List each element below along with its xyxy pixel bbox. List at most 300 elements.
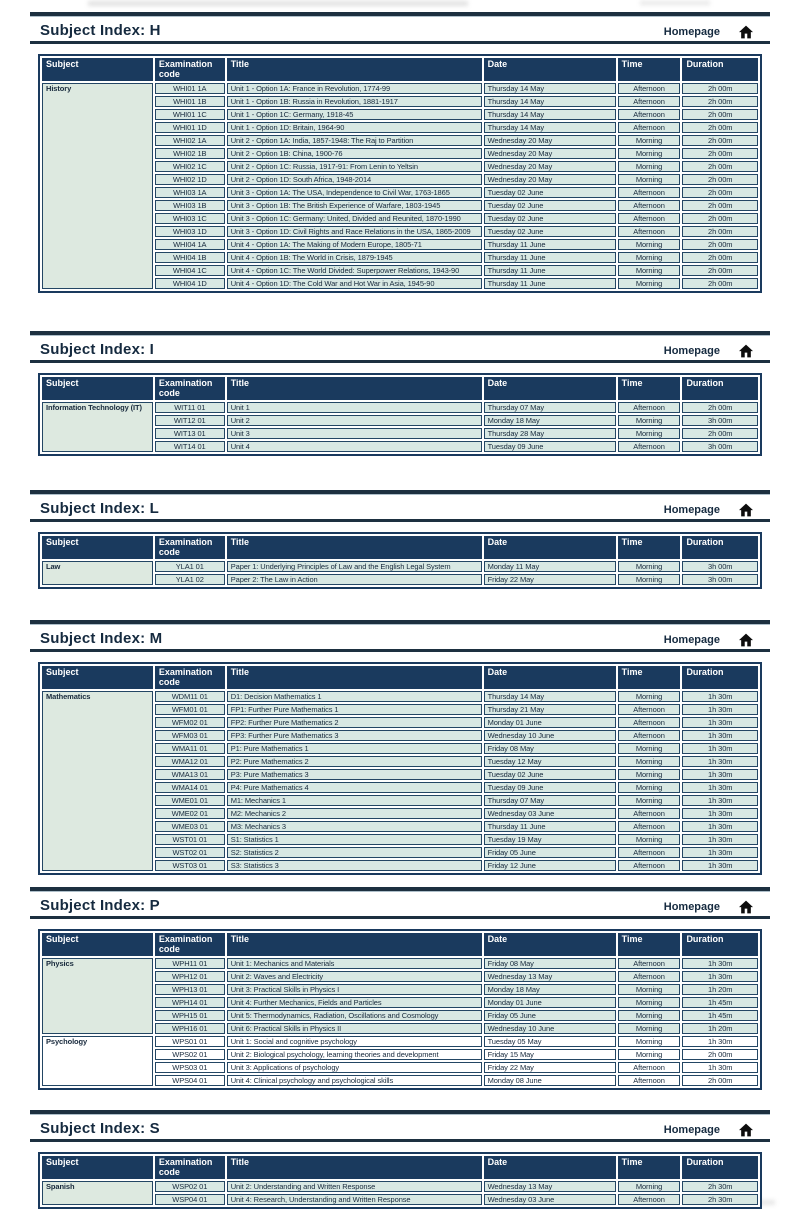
time-cell: Afternoon <box>618 402 681 413</box>
time-cell: Afternoon <box>618 808 681 819</box>
title-cell: S3: Statistics 3 <box>227 860 482 871</box>
exam-code-cell: WHI01 1D <box>155 122 225 133</box>
title-cell: Unit 4: Further Mechanics, Fields and Particles <box>227 997 482 1008</box>
homepage-link[interactable]: Homepage <box>663 901 720 913</box>
title-cell: M3: Mechanics 3 <box>227 821 482 832</box>
time-cell: Afternoon <box>618 109 681 120</box>
exam-code-cell: WSP02 01 <box>155 1181 225 1192</box>
date-cell: Thursday 11 June <box>484 821 616 832</box>
duration-cell: 2h 00m <box>682 135 758 146</box>
duration-cell: 2h 30m <box>682 1194 758 1205</box>
column-header-duration: Duration <box>686 1157 724 1167</box>
subject-cell: Physics <box>42 958 153 1034</box>
home-icon[interactable] <box>738 503 754 517</box>
time-cell: Morning <box>618 148 681 159</box>
exam-code-cell: WHI01 1C <box>155 109 225 120</box>
title-cell: FP3: Further Pure Mathematics 3 <box>227 730 482 741</box>
title-cell: Unit 1 - Option 1D: Britain, 1964-90 <box>227 122 482 133</box>
exam-code-cell: WIT12 01 <box>155 415 225 426</box>
section-title-row <box>30 892 770 916</box>
time-cell: Afternoon <box>618 1062 681 1073</box>
exam-code-cell: WFM01 01 <box>155 704 225 715</box>
title-cell: FP1: Further Pure Mathematics 1 <box>227 704 482 715</box>
duration-cell: 2h 00m <box>682 226 758 237</box>
homepage-link[interactable]: Homepage <box>663 634 720 646</box>
subject-index-section <box>30 1110 770 1209</box>
column-header-title: Title <box>230 378 250 388</box>
exam-code-cell: WST03 01 <box>155 860 225 871</box>
column-header-title: Title <box>230 59 250 69</box>
title-cell: Unit 4 - Option 1A: The Making of Modern Europe, 1805-71 <box>227 239 482 250</box>
exam-code-cell: WHI01 1B <box>155 96 225 107</box>
date-cell: Thursday 21 May <box>484 704 616 715</box>
time-cell: Morning <box>618 997 681 1008</box>
time-cell: Afternoon <box>618 821 681 832</box>
date-cell: Tuesday 02 June <box>484 187 616 198</box>
title-cell: Unit 4 - Option 1B: The World in Crisis, 1879-1945 <box>227 252 482 263</box>
subject-cell: Spanish <box>42 1181 153 1205</box>
date-cell: Friday 05 June <box>484 847 616 858</box>
time-cell: Morning <box>618 1023 681 1034</box>
exam-code-cell: WPS02 01 <box>155 1049 225 1060</box>
page-title: Subject Index: M <box>40 630 163 647</box>
date-cell: Friday 12 June <box>484 860 616 871</box>
title-cell: S1: Statistics 1 <box>227 834 482 845</box>
time-cell: Morning <box>618 239 681 250</box>
exam-timetable <box>38 54 762 293</box>
time-cell: Morning <box>618 691 681 702</box>
date-cell: Wednesday 03 June <box>484 808 616 819</box>
date-cell: Friday 22 May <box>484 574 616 585</box>
home-icon[interactable] <box>738 344 754 358</box>
time-cell: Morning <box>618 1181 681 1192</box>
duration-cell: 1h 30m <box>682 808 758 819</box>
exam-code-cell: WHI02 1C <box>155 161 225 172</box>
column-header-subject: Subject <box>46 1157 79 1167</box>
date-cell: Monday 18 May <box>484 984 616 995</box>
time-cell: Afternoon <box>618 213 681 224</box>
date-cell: Monday 01 June <box>484 717 616 728</box>
time-cell: Morning <box>618 795 681 806</box>
column-header-duration: Duration <box>686 378 724 388</box>
time-cell: Morning <box>618 756 681 767</box>
duration-cell: 1h 30m <box>682 717 758 728</box>
subject-index-section <box>30 887 770 1090</box>
date-cell: Friday 08 May <box>484 958 616 969</box>
date-cell: Wednesday 13 May <box>484 1181 616 1192</box>
exam-code-cell: WME03 01 <box>155 821 225 832</box>
column-header-subject: Subject <box>46 378 79 388</box>
homepage-nav <box>664 503 764 517</box>
time-cell: Morning <box>618 561 681 572</box>
title-cell: Unit 2 - Option 1C: Russia, 1917-91: From Lenin to Yeltsin <box>227 161 482 172</box>
time-cell: Afternoon <box>618 441 681 452</box>
table-header <box>42 666 758 689</box>
date-cell: Tuesday 02 June <box>484 226 616 237</box>
table-row <box>42 958 758 969</box>
title-cell: Unit 3 - Option 1C: Germany: United, Divided and Reunited, 1870-1990 <box>227 213 482 224</box>
table-header <box>42 536 758 559</box>
date-cell: Thursday 11 June <box>484 252 616 263</box>
exam-code-cell: WSP04 01 <box>155 1194 225 1205</box>
duration-cell: 3h 00m <box>682 415 758 426</box>
date-cell: Wednesday 20 May <box>484 148 616 159</box>
time-cell: Morning <box>618 834 681 845</box>
exam-code-cell: YLA1 01 <box>155 561 225 572</box>
column-header-date: Date <box>487 934 508 944</box>
subject-cell: Law <box>42 561 153 585</box>
table-header <box>42 377 758 400</box>
duration-cell: 1h 30m <box>682 704 758 715</box>
exam-code-cell: WPH16 01 <box>155 1023 225 1034</box>
section-title-rule <box>30 41 770 44</box>
exam-code-cell: WPS03 01 <box>155 1062 225 1073</box>
exam-code-cell: WMA11 01 <box>155 743 225 754</box>
exam-timetable <box>38 662 762 875</box>
date-cell: Thursday 11 June <box>484 239 616 250</box>
time-cell: Afternoon <box>618 96 681 107</box>
duration-cell: 2h 00m <box>682 200 758 211</box>
duration-cell: 2h 00m <box>682 161 758 172</box>
page-title: Subject Index: P <box>40 897 160 914</box>
date-cell: Wednesday 20 May <box>484 161 616 172</box>
duration-cell: 1h 30m <box>682 691 758 702</box>
exam-code-cell: WMA12 01 <box>155 756 225 767</box>
exam-timetable <box>38 929 762 1090</box>
exam-code-cell: WHI03 1B <box>155 200 225 211</box>
title-cell: D1: Decision Mathematics 1 <box>227 691 482 702</box>
page-title: Subject Index: H <box>40 22 161 39</box>
column-header-examination-code: Examination code <box>158 378 213 398</box>
date-cell: Thursday 28 May <box>484 428 616 439</box>
date-cell: Monday 01 June <box>484 997 616 1008</box>
time-cell: Morning <box>618 743 681 754</box>
section-title-row <box>30 336 770 360</box>
date-cell: Friday 08 May <box>484 743 616 754</box>
column-header-date: Date <box>487 537 508 547</box>
title-cell: Unit 2 - Option 1B: China, 1900-76 <box>227 148 482 159</box>
duration-cell: 1h 45m <box>682 997 758 1008</box>
date-cell: Wednesday 13 May <box>484 971 616 982</box>
duration-cell: 1h 30m <box>682 847 758 858</box>
title-cell: Unit 3: Practical Skills in Physics I <box>227 984 482 995</box>
duration-cell: 3h 00m <box>682 561 758 572</box>
table-header <box>42 58 758 81</box>
exam-code-cell: WHI02 1A <box>155 135 225 146</box>
table-row <box>42 1036 758 1047</box>
duration-cell: 2h 00m <box>682 402 758 413</box>
title-cell: Unit 1 - Option 1C: Germany, 1918-45 <box>227 109 482 120</box>
title-cell: Unit 4 - Option 1C: The World Divided: Superpower Relations, 1943-90 <box>227 265 482 276</box>
duration-cell: 2h 00m <box>682 96 758 107</box>
table-row <box>42 691 758 702</box>
column-header-examination-code: Examination code <box>158 1157 213 1177</box>
column-header-time: Time <box>621 59 643 69</box>
date-cell: Friday 15 May <box>484 1049 616 1060</box>
duration-cell: 2h 00m <box>682 109 758 120</box>
home-icon[interactable] <box>738 1123 754 1137</box>
column-header-title: Title <box>230 537 250 547</box>
column-header-subject: Subject <box>46 537 79 547</box>
date-cell: Monday 08 June <box>484 1075 616 1086</box>
time-cell: Morning <box>618 782 681 793</box>
title-cell: Unit 4: Research, Understanding and Written Response <box>227 1194 482 1205</box>
print-artifact <box>88 1 468 6</box>
duration-cell: 2h 00m <box>682 278 758 289</box>
duration-cell: 1h 30m <box>682 730 758 741</box>
exam-code-cell: WPH13 01 <box>155 984 225 995</box>
date-cell: Tuesday 09 June <box>484 782 616 793</box>
section-title-rule <box>30 519 770 522</box>
exam-code-cell: WPH14 01 <box>155 997 225 1008</box>
exam-code-cell: WME02 01 <box>155 808 225 819</box>
exam-code-cell: WPH12 01 <box>155 971 225 982</box>
homepage-link[interactable]: Homepage <box>663 26 720 38</box>
exam-code-cell: WHI03 1D <box>155 226 225 237</box>
title-cell: M2: Mechanics 2 <box>227 808 482 819</box>
time-cell: Morning <box>618 1049 681 1060</box>
exam-code-cell: WIT11 01 <box>155 402 225 413</box>
time-cell: Morning <box>618 174 681 185</box>
subject-index-section <box>30 490 770 589</box>
title-cell: Paper 1: Underlying Principles of Law and the English Legal System <box>227 561 482 572</box>
homepage-link[interactable]: Homepage <box>663 1124 720 1136</box>
subject-cell: History <box>42 83 153 289</box>
exam-code-cell: WHI04 1D <box>155 278 225 289</box>
exam-code-cell: WFM03 01 <box>155 730 225 741</box>
date-cell: Tuesday 02 June <box>484 200 616 211</box>
duration-cell: 2h 00m <box>682 148 758 159</box>
title-cell: Unit 2 - Option 1D: South Africa, 1948-2014 <box>227 174 482 185</box>
column-header-duration: Duration <box>686 59 724 69</box>
time-cell: Afternoon <box>618 187 681 198</box>
title-cell: Unit 2 <box>227 415 482 426</box>
exam-code-cell: WIT14 01 <box>155 441 225 452</box>
title-cell: Unit 4: Clinical psychology and psychological skills <box>227 1075 482 1086</box>
column-header-subject: Subject <box>46 667 79 677</box>
date-cell: Thursday 14 May <box>484 83 616 94</box>
date-cell: Monday 11 May <box>484 561 616 572</box>
time-cell: Afternoon <box>618 83 681 94</box>
column-header-time: Time <box>621 537 643 547</box>
time-cell: Afternoon <box>618 971 681 982</box>
section-title-rule <box>30 1139 770 1142</box>
title-cell: P2: Pure Mathematics 2 <box>227 756 482 767</box>
exam-code-cell: YLA1 02 <box>155 574 225 585</box>
title-cell: S2: Statistics 2 <box>227 847 482 858</box>
duration-cell: 1h 30m <box>682 958 758 969</box>
home-icon[interactable] <box>738 25 754 39</box>
exam-code-cell: WHI02 1D <box>155 174 225 185</box>
print-artifact <box>640 1 710 5</box>
title-cell: Unit 2: Understanding and Written Response <box>227 1181 482 1192</box>
section-title-rule <box>30 916 770 919</box>
exam-code-cell: WMA13 01 <box>155 769 225 780</box>
exam-code-cell: WHI03 1C <box>155 213 225 224</box>
subject-cell: Information Technology (IT) <box>42 402 153 452</box>
exam-code-cell: WST02 01 <box>155 847 225 858</box>
homepage-nav <box>664 633 764 647</box>
table-row <box>42 83 758 94</box>
time-cell: Morning <box>618 1010 681 1021</box>
duration-cell: 1h 45m <box>682 1010 758 1021</box>
table-header <box>42 1156 758 1179</box>
date-cell: Thursday 14 May <box>484 691 616 702</box>
time-cell: Afternoon <box>618 847 681 858</box>
duration-cell: 1h 30m <box>682 795 758 806</box>
date-cell: Thursday 07 May <box>484 795 616 806</box>
title-cell: Unit 3 <box>227 428 482 439</box>
duration-cell: 2h 00m <box>682 213 758 224</box>
date-cell: Thursday 11 June <box>484 278 616 289</box>
homepage-nav <box>664 25 764 39</box>
date-cell: Thursday 14 May <box>484 122 616 133</box>
time-cell: Morning <box>618 428 681 439</box>
homepage-nav <box>664 344 764 358</box>
exam-code-cell: WPS04 01 <box>155 1075 225 1086</box>
column-header-duration: Duration <box>686 667 724 677</box>
duration-cell: 1h 30m <box>682 743 758 754</box>
duration-cell: 3h 00m <box>682 441 758 452</box>
exam-code-cell: WHI01 1A <box>155 83 225 94</box>
time-cell: Morning <box>618 161 681 172</box>
date-cell: Wednesday 20 May <box>484 135 616 146</box>
duration-cell: 2h 00m <box>682 187 758 198</box>
date-cell: Tuesday 12 May <box>484 756 616 767</box>
date-cell: Monday 18 May <box>484 415 616 426</box>
title-cell: P1: Pure Mathematics 1 <box>227 743 482 754</box>
section-title-row <box>30 495 770 519</box>
exam-code-cell: WHI04 1A <box>155 239 225 250</box>
section-title-row <box>30 625 770 649</box>
homepage-link[interactable]: Homepage <box>663 345 720 357</box>
time-cell: Afternoon <box>618 730 681 741</box>
title-cell: Unit 1 <box>227 402 482 413</box>
date-cell: Thursday 11 June <box>484 265 616 276</box>
time-cell: Afternoon <box>618 226 681 237</box>
duration-cell: 1h 30m <box>682 1036 758 1047</box>
home-icon[interactable] <box>738 633 754 647</box>
date-cell: Tuesday 09 June <box>484 441 616 452</box>
date-cell: Friday 22 May <box>484 1062 616 1073</box>
exam-code-cell: WME01 01 <box>155 795 225 806</box>
column-header-duration: Duration <box>686 537 724 547</box>
time-cell: Afternoon <box>618 860 681 871</box>
table-header <box>42 933 758 956</box>
column-header-title: Title <box>230 934 250 944</box>
title-cell: Unit 1: Social and cognitive psychology <box>227 1036 482 1047</box>
time-cell: Afternoon <box>618 1194 681 1205</box>
title-cell: Unit 6: Practical Skills in Physics II <box>227 1023 482 1034</box>
home-icon[interactable] <box>738 900 754 914</box>
time-cell: Morning <box>618 135 681 146</box>
time-cell: Morning <box>618 415 681 426</box>
duration-cell: 2h 30m <box>682 1181 758 1192</box>
duration-cell: 1h 30m <box>682 756 758 767</box>
column-header-subject: Subject <box>46 934 79 944</box>
exam-code-cell: WHI04 1C <box>155 265 225 276</box>
column-header-subject: Subject <box>46 59 79 69</box>
column-header-title: Title <box>230 1157 250 1167</box>
duration-cell: 1h 20m <box>682 984 758 995</box>
exam-code-cell: WHI04 1B <box>155 252 225 263</box>
title-cell: Unit 4 <box>227 441 482 452</box>
column-header-examination-code: Examination code <box>158 537 213 557</box>
date-cell: Wednesday 03 June <box>484 1194 616 1205</box>
duration-cell: 2h 00m <box>682 174 758 185</box>
homepage-link[interactable]: Homepage <box>663 504 720 516</box>
title-cell: Paper 2: The Law in Action <box>227 574 482 585</box>
column-header-date: Date <box>487 667 508 677</box>
exam-code-cell: WFM02 01 <box>155 717 225 728</box>
date-cell: Tuesday 05 May <box>484 1036 616 1047</box>
column-header-time: Time <box>621 667 643 677</box>
exam-code-cell: WST01 01 <box>155 834 225 845</box>
time-cell: Morning <box>618 984 681 995</box>
title-cell: P3: Pure Mathematics 3 <box>227 769 482 780</box>
date-cell: Tuesday 19 May <box>484 834 616 845</box>
exam-code-cell: WPH11 01 <box>155 958 225 969</box>
exam-timetable <box>38 373 762 456</box>
page-title: Subject Index: I <box>40 341 155 358</box>
subject-cell: Psychology <box>42 1036 153 1086</box>
duration-cell: 2h 00m <box>682 1075 758 1086</box>
date-cell: Wednesday 10 June <box>484 1023 616 1034</box>
homepage-nav <box>664 1123 764 1137</box>
table-row <box>42 402 758 413</box>
column-header-examination-code: Examination code <box>158 59 213 79</box>
section-title-row <box>30 1115 770 1139</box>
duration-cell: 1h 30m <box>682 821 758 832</box>
duration-cell: 2h 00m <box>682 1049 758 1060</box>
duration-cell: 2h 00m <box>682 265 758 276</box>
exam-code-cell: WPS01 01 <box>155 1036 225 1047</box>
page-title: Subject Index: L <box>40 500 160 517</box>
date-cell: Tuesday 02 June <box>484 213 616 224</box>
column-header-date: Date <box>487 59 508 69</box>
title-cell: Unit 3: Applications of psychology <box>227 1062 482 1073</box>
column-header-time: Time <box>621 934 643 944</box>
column-header-examination-code: Examination code <box>158 934 213 954</box>
exam-timetable <box>38 1152 762 1209</box>
title-cell: Unit 3 - Option 1A: The USA, Independence to Civil War, 1763-1865 <box>227 187 482 198</box>
date-cell: Wednesday 20 May <box>484 174 616 185</box>
duration-cell: 1h 30m <box>682 860 758 871</box>
section-title-rule <box>30 360 770 363</box>
title-cell: FP2: Further Pure Mathematics 2 <box>227 717 482 728</box>
title-cell: M1: Mechanics 1 <box>227 795 482 806</box>
time-cell: Morning <box>618 265 681 276</box>
time-cell: Morning <box>618 574 681 585</box>
column-header-date: Date <box>487 1157 508 1167</box>
column-header-date: Date <box>487 378 508 388</box>
subject-cell: Mathematics <box>42 691 153 871</box>
exam-timetable <box>38 532 762 589</box>
title-cell: Unit 1 - Option 1B: Russia in Revolution, 1881-1917 <box>227 96 482 107</box>
subject-index-section <box>30 620 770 875</box>
duration-cell: 1h 30m <box>682 782 758 793</box>
time-cell: Afternoon <box>618 1075 681 1086</box>
page-title: Subject Index: S <box>40 1120 160 1137</box>
table-row <box>42 1181 758 1192</box>
section-title-row <box>30 17 770 41</box>
section-title-rule <box>30 649 770 652</box>
column-header-time: Time <box>621 1157 643 1167</box>
title-cell: Unit 2 - Option 1A: India, 1857-1948: The Raj to Partition <box>227 135 482 146</box>
time-cell: Morning <box>618 1036 681 1047</box>
date-cell: Tuesday 02 June <box>484 769 616 780</box>
exam-code-cell: WDM11 01 <box>155 691 225 702</box>
